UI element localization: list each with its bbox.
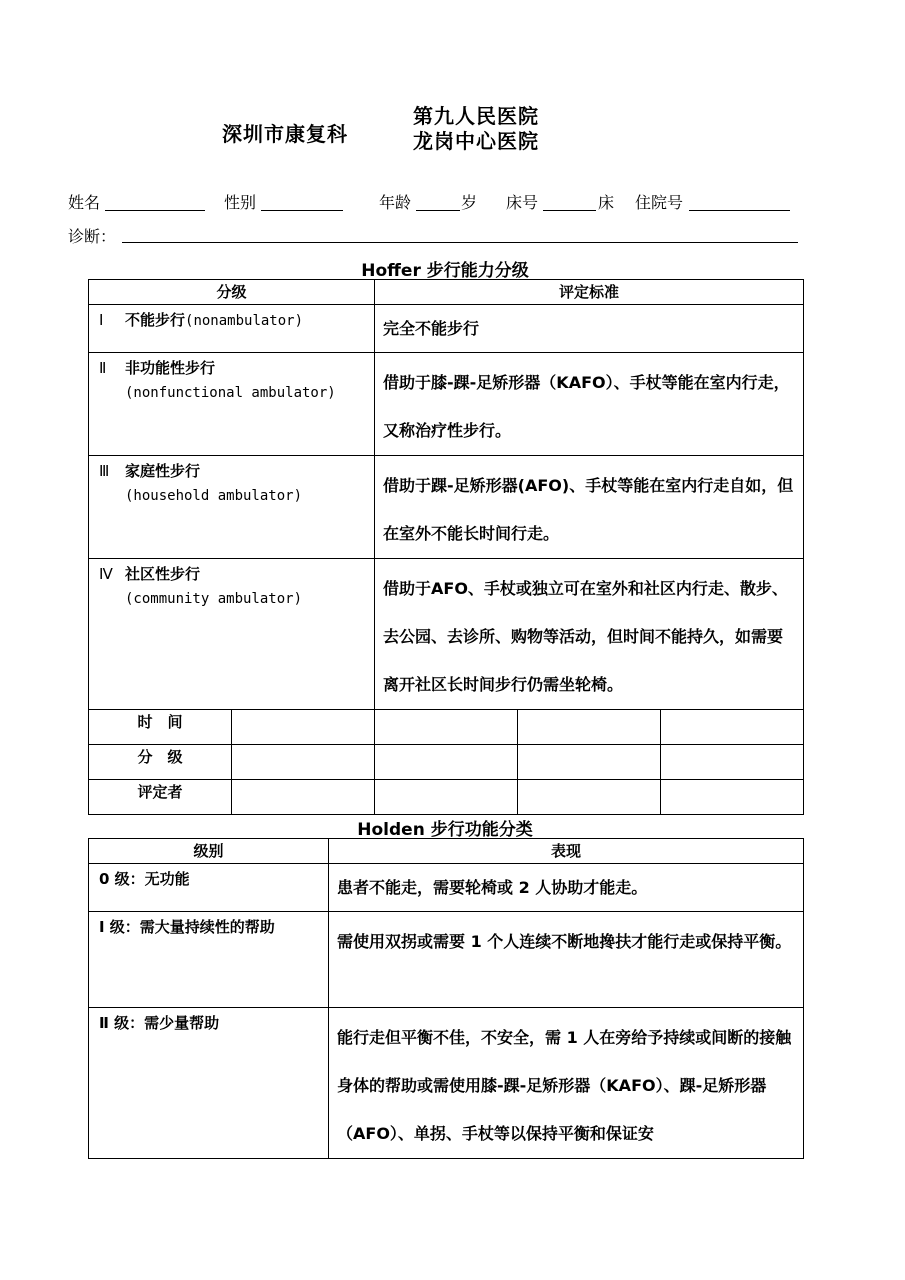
record-cell[interactable] bbox=[232, 780, 375, 815]
hoffer-col-grade: 分级 bbox=[89, 280, 375, 305]
gender-field[interactable] bbox=[261, 210, 343, 211]
admission-number-label: 住院号 bbox=[635, 193, 684, 212]
bed-field[interactable] bbox=[543, 210, 596, 211]
holden-performance-cell: 能行走但平衡不佳，不安全，需 1 人在旁给予持续或间断的接触身体的帮助或需使用膝-踝-足矫形器（KAFO）、踝-足矫形器（AFO）、单拐、手杖等以保持平衡和保证安 bbox=[329, 1008, 804, 1159]
hoffer-criteria-cell: 借助于膝-踝-足矫形器（KAFO）、手杖等能在室内行走，又称治疗性步行。 bbox=[375, 353, 804, 456]
grade-numeral: Ⅰ bbox=[99, 311, 104, 329]
hoffer-title: Hoffer 步行能力分级 bbox=[361, 261, 529, 281]
record-cell[interactable] bbox=[232, 745, 375, 780]
record-cell[interactable] bbox=[375, 745, 518, 780]
record-cell[interactable] bbox=[518, 745, 661, 780]
hoffer-grade-cell bbox=[89, 353, 375, 456]
name-field[interactable] bbox=[105, 210, 205, 211]
grade-english: (nonambulator) bbox=[185, 313, 304, 329]
record-cell[interactable] bbox=[661, 710, 804, 745]
hoffer-table bbox=[88, 279, 804, 815]
grade-english: (household ambulator) bbox=[125, 488, 303, 504]
age-label: 年龄 bbox=[379, 193, 412, 212]
hoffer-grade-cell bbox=[89, 305, 375, 353]
hoffer-header-row bbox=[89, 280, 804, 305]
record-cell[interactable] bbox=[661, 780, 804, 815]
grade-english: (nonfunctional ambulator) bbox=[125, 385, 336, 401]
bed-label: 床号 bbox=[506, 193, 539, 212]
hoffer-criteria-cell: 借助于踝-足矫形器(AFO)、手杖等能在室内行走自如，但在室外不能长时间行走。 bbox=[375, 456, 804, 559]
table-row bbox=[89, 912, 804, 1008]
record-row-grade bbox=[89, 745, 804, 780]
holden-level-cell: Ⅱ 级：需少量帮助 bbox=[89, 1008, 329, 1159]
grade-name: 不能步行 bbox=[125, 311, 186, 329]
grade-name: 家庭性步行 bbox=[125, 462, 201, 480]
name-label: 姓名 bbox=[68, 193, 101, 212]
grade-english: (community ambulator) bbox=[125, 591, 303, 607]
age-unit: 岁 bbox=[461, 193, 478, 212]
table-row bbox=[89, 864, 804, 912]
hoffer-criteria-cell: 借助于AFO、手杖或独立可在室外和社区内行走、散步、去公园、去诊所、购物等活动，但时间不能持久，如需要离开社区长时间步行仍需坐轮椅。 bbox=[375, 559, 804, 710]
hospital-name bbox=[413, 104, 539, 154]
record-label-assessor: 评定者 bbox=[89, 780, 232, 815]
grade-name: 社区性步行 bbox=[125, 565, 201, 583]
table-row bbox=[89, 1008, 804, 1159]
holden-level-cell: 0 级：无功能 bbox=[89, 864, 329, 912]
holden-col-performance: 表现 bbox=[329, 839, 804, 864]
diagnosis-label: 诊断： bbox=[68, 227, 117, 246]
table-row bbox=[89, 353, 804, 456]
gender-label: 性别 bbox=[224, 193, 257, 212]
patient-info-row bbox=[68, 190, 828, 212]
holden-header-row bbox=[89, 839, 804, 864]
diagnosis-field[interactable] bbox=[122, 242, 798, 243]
grade-numeral: Ⅱ bbox=[99, 359, 107, 377]
holden-performance-cell: 需使用双拐或需要 1 个人连续不断地搀扶才能行走或保持平衡。 bbox=[329, 912, 804, 1008]
age-field[interactable] bbox=[416, 210, 460, 211]
record-cell[interactable] bbox=[232, 710, 375, 745]
admission-number-field[interactable] bbox=[689, 210, 790, 211]
hoffer-grade-cell bbox=[89, 559, 375, 710]
record-label-grade: 分 级 bbox=[89, 745, 232, 780]
grade-numeral: Ⅳ bbox=[99, 565, 113, 583]
bed-unit: 床 bbox=[598, 193, 615, 212]
record-cell[interactable] bbox=[518, 710, 661, 745]
record-label-time: 时 间 bbox=[89, 710, 232, 745]
record-cell[interactable] bbox=[375, 780, 518, 815]
grade-numeral: Ⅲ bbox=[99, 462, 110, 480]
hospital-name-line1: 第九人民医院 bbox=[413, 104, 539, 128]
table-row bbox=[89, 559, 804, 710]
record-row-time bbox=[89, 710, 804, 745]
holden-table bbox=[88, 838, 804, 1159]
holden-level-cell: Ⅰ 级：需大量持续性的帮助 bbox=[89, 912, 329, 1008]
hoffer-grade-cell bbox=[89, 456, 375, 559]
hoffer-col-criteria: 评定标准 bbox=[375, 280, 804, 305]
holden-title: Holden 步行功能分类 bbox=[357, 820, 533, 840]
record-cell[interactable] bbox=[375, 710, 518, 745]
grade-name: 非功能性步行 bbox=[125, 359, 216, 377]
table-row bbox=[89, 305, 804, 353]
department-title: 深圳市康复科 bbox=[222, 122, 348, 146]
hoffer-criteria-cell: 完全不能步行 bbox=[375, 305, 804, 353]
hospital-name-line2: 龙岗中心医院 bbox=[413, 129, 539, 153]
holden-performance-cell: 患者不能走，需要轮椅或 2 人协助才能走。 bbox=[329, 864, 804, 912]
record-row-assessor bbox=[89, 780, 804, 815]
record-cell[interactable] bbox=[661, 745, 804, 780]
table-row bbox=[89, 456, 804, 559]
record-cell[interactable] bbox=[518, 780, 661, 815]
holden-col-level: 级别 bbox=[89, 839, 329, 864]
